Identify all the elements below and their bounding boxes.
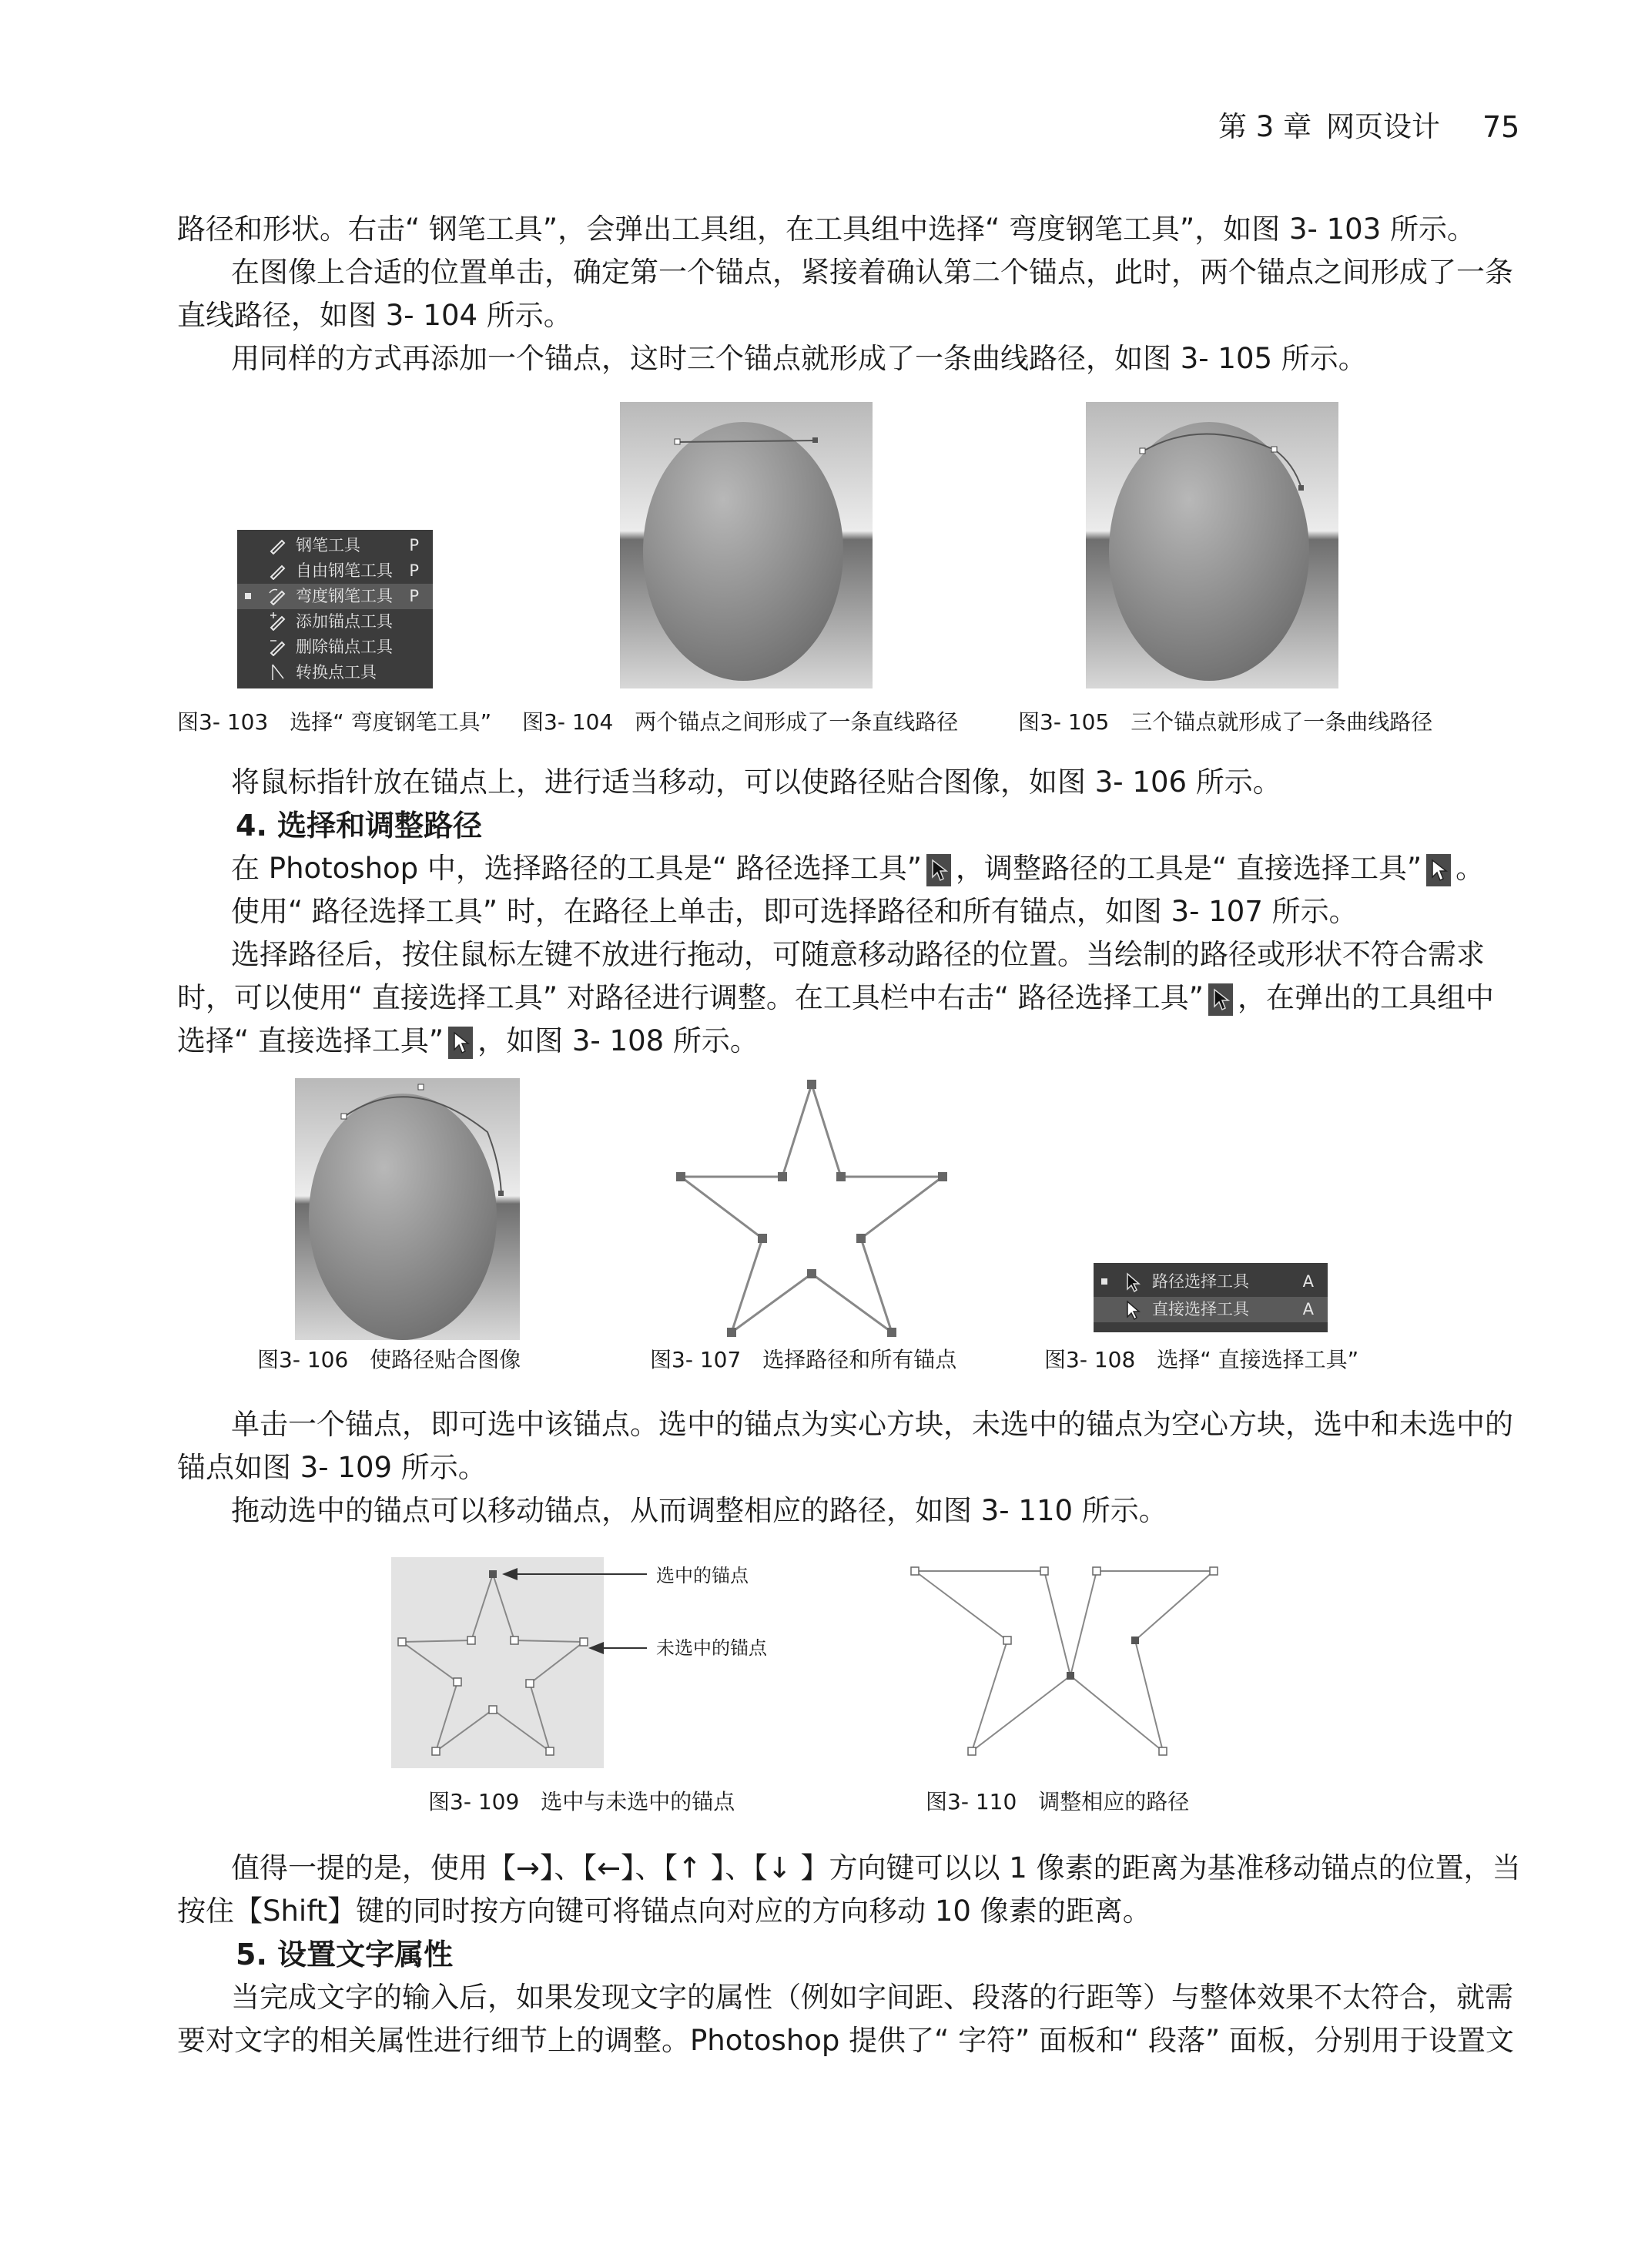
menu-item-label: 钢笔工具	[296, 536, 360, 554]
paragraph-line: 将鼠标指针放在锚点上，进行适当移动，可以使路径贴合图像，如图 3- 106 所示。	[231, 765, 1281, 799]
star-path-all-anchors	[670, 1075, 947, 1337]
menu-item-delete-anchor[interactable]	[237, 635, 433, 660]
pen-tool-group-menu	[237, 530, 433, 688]
figure-caption: 图3- 110 调整相应的路径	[926, 1789, 1190, 1814]
figure-caption: 图3- 106 使路径贴合图像	[257, 1347, 521, 1372]
convert-point-icon	[268, 663, 286, 689]
menu-item-label: 直接选择工具	[1152, 1300, 1249, 1318]
page-number: 75	[1482, 110, 1520, 144]
selected-indicator	[1101, 1278, 1107, 1285]
callout-arrows	[501, 1563, 655, 1663]
paragraph-line: 选择路径后，按住鼠标左键不放进行拖动，可随意移动路径的位置。当绘制的路径或形状不符合需求	[231, 938, 1485, 971]
path-selection-tool-icon	[1208, 983, 1233, 1016]
paragraph-line: 锚点如图 3- 109 所示。	[177, 1451, 487, 1484]
paragraph-line: 值得一提的是，使用【→】、【←】、【↑ 】、【↓ 】方向键可以以 1 像素的距离为基准移动锚点的位置，当	[231, 1851, 1521, 1884]
menu-item-add-anchor[interactable]	[237, 609, 433, 635]
label-unselected-anchor: 未选中的锚点	[656, 1637, 767, 1659]
paragraph-line: 用同样的方式再添加一个锚点，这时三个锚点就形成了一条曲线路径，如图 3- 105 所示。	[231, 342, 1367, 375]
paragraph-line: 按住【Shift】键的同时按方向键可将锚点向对应的方向移动 10 像素的距离。	[177, 1894, 1151, 1928]
figure-caption: 图3- 107 选择路径和所有锚点	[650, 1347, 957, 1372]
paragraph-line: 当完成文字的输入后，如果发现文字的属性（例如字间距、段落的行距等）与整体效果不太符合，就需	[231, 1981, 1513, 2014]
text-span: 时，可以使用“ 直接选择工具” 对路径进行调整。在工具栏中右击“ 路径选择工具”	[177, 981, 1204, 1014]
menu-item-convert-point[interactable]	[237, 660, 433, 685]
paragraph-line: 单击一个锚点，即可选中该锚点。选中的锚点为实心方块，未选中的锚点为空心方块，选中和未选中的	[231, 1408, 1513, 1441]
path-selection-icon	[1124, 1272, 1143, 1300]
figure-caption: 图3- 104 两个锚点之间形成了一条直线路径	[522, 709, 959, 735]
figure-caption: 图3- 103 选择“ 弯度钢笔工具”	[177, 709, 492, 735]
menu-item-label: 删除锚点工具	[296, 638, 393, 656]
menu-item-shortcut: A	[1302, 1272, 1314, 1291]
menu-item-label: 自由钢笔工具	[296, 561, 393, 580]
menu-item-curvature-pen[interactable]	[237, 584, 433, 609]
text-span: 。	[1455, 852, 1485, 885]
paragraph-line: 直线路径，如图 3- 104 所示。	[177, 299, 572, 332]
text-span: ，如图 3- 108 所示。	[477, 1024, 759, 1057]
menu-item-shortcut: P	[409, 587, 419, 605]
paragraph-line: 在图像上合适的位置单击，确定第一个锚点，紧接着确认第二个锚点，此时，两个锚点之间形成了一条	[231, 256, 1513, 289]
selected-indicator	[245, 593, 251, 599]
paragraph-line	[177, 1020, 759, 1063]
paragraph-line: 要对文字的相关属性进行细节上的调整。Photoshop 提供了“ 字符” 面板和“ 段落” 面板，分别用于设置文	[177, 2024, 1514, 2057]
section-label: 网页设计	[1326, 110, 1440, 143]
menu-item-label: 弯度钢笔工具	[296, 587, 393, 605]
menu-item-label: 路径选择工具	[1152, 1272, 1249, 1291]
paragraph-line: 使用“ 路径选择工具” 时，在路径上单击，即可选择路径和所有锚点，如图 3- 107 所示。	[231, 895, 1358, 928]
menu-item-direct-selection[interactable]	[1094, 1297, 1328, 1322]
direct-selection-tool-icon	[1426, 854, 1451, 886]
figure-caption: 图3- 109 选中与未选中的锚点	[428, 1789, 735, 1814]
paragraph-line	[177, 977, 1494, 1020]
menu-item-freeform-pen[interactable]	[237, 558, 433, 584]
text-span: ，调整路径的工具是“ 直接选择工具”	[956, 852, 1422, 885]
section-heading: 5. 设置文字属性	[236, 1938, 454, 1972]
menu-item-label: 转换点工具	[296, 663, 377, 682]
egg-image-curved-path	[1086, 402, 1338, 688]
section-heading: 4. 选择和调整路径	[236, 809, 483, 843]
figure-caption: 图3- 108 选择“ 直接选择工具”	[1044, 1347, 1359, 1372]
menu-item-shortcut: P	[409, 561, 419, 580]
text-span: ，在弹出的工具组中	[1237, 981, 1494, 1014]
menu-item-path-selection[interactable]	[1094, 1269, 1328, 1295]
path-selection-tool-icon	[926, 854, 951, 886]
menu-item-shortcut: A	[1302, 1300, 1314, 1318]
egg-image-straight-path	[620, 402, 873, 688]
paragraph-line	[231, 847, 1484, 890]
egg-image-fitted-path	[295, 1078, 520, 1340]
chapter-label: 第 3 章	[1218, 110, 1312, 143]
text-span: 在 Photoshop 中，选择路径的工具是“ 路径选择工具”	[231, 852, 923, 885]
text-span: 选择“ 直接选择工具”	[177, 1024, 444, 1057]
menu-item-pen[interactable]	[237, 533, 433, 558]
menu-item-shortcut: P	[409, 536, 419, 554]
direct-selection-tool-icon	[448, 1027, 473, 1059]
star-path-adjusted	[906, 1562, 1229, 1770]
menu-item-label: 添加锚点工具	[296, 612, 393, 631]
label-selected-anchor: 选中的锚点	[656, 1565, 749, 1586]
selection-tool-group-menu	[1094, 1263, 1328, 1332]
direct-selection-icon	[1124, 1300, 1143, 1328]
figure-caption: 图3- 105 三个锚点就形成了一条曲线路径	[1018, 709, 1433, 735]
paragraph-line: 路径和形状。右击“ 钢笔工具”，会弹出工具组，在工具组中选择“ 弯度钢笔工具”，如图 3- 103 所示。	[177, 213, 1476, 246]
paragraph-line: 拖动选中的锚点可以移动锚点，从而调整相应的路径，如图 3- 110 所示。	[231, 1494, 1167, 1527]
